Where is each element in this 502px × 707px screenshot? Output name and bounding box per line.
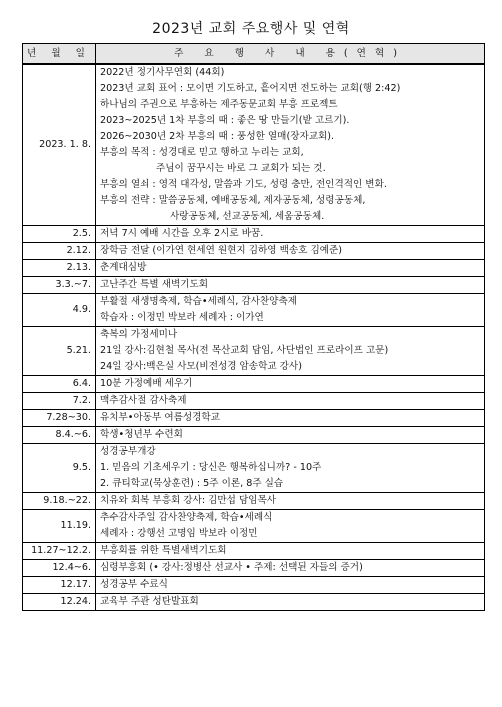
table-row [23, 560, 485, 577]
event-line: 2026~2030년 2차 부흥의 때 : 풍성한 열매(장자교회). [100, 131, 335, 142]
event-content [96, 444, 485, 493]
event-line: 저녁 7시 예배 시간을 오후 2시로 바꿈. [100, 228, 264, 239]
event-line: 장학금 전달 (이가연 현세연 원현지 김하영 백송호 김예준) [100, 245, 342, 256]
event-date: 9.18.~22. [23, 493, 96, 510]
event-line: 맥추감사절 감사축제 [100, 395, 187, 406]
event-line: 사랑공동체, 선교공동체, 세움공동체. [170, 211, 325, 222]
event-date: 2.12. [23, 243, 96, 260]
event-line: 교육부 주관 성탄발표회 [100, 596, 199, 607]
event-content [96, 543, 485, 560]
table-row [23, 577, 485, 594]
event-line: 하나님의 주권으로 부흥하는 제주동문교회 부흥 프로젝트 [100, 99, 338, 110]
event-line: 2. 큐티학교(묵상훈련) : 5주 이론, 8주 실습 [100, 478, 284, 489]
event-date: 12.4~6. [23, 560, 96, 577]
table-row [23, 493, 485, 510]
table-row [23, 510, 485, 543]
page-title: 2023년 교회 주요행사 및 연혁 [152, 21, 350, 37]
event-line: 2023~2025년 1차 부흥의 때 : 좋은 땅 만들기(밭 고르기). [100, 115, 350, 126]
event-date: 7.28~30. [23, 410, 96, 427]
event-line: 부흥의 열쇠 : 영적 대각성, 말씀과 기도, 성령 충만, 전인격적인 변화. [100, 179, 387, 190]
event-date: 8.4.~6. [23, 427, 96, 444]
event-line: 학생•청년부 수련회 [100, 429, 183, 440]
event-line: 부활절 새생명축제, 학습•세례식, 감사찬양축제 [100, 296, 297, 307]
table-row [23, 393, 485, 410]
event-line: 성경공부 수료식 [100, 579, 168, 590]
event-line: 1. 믿음의 기초세우기 : 당신은 행복하십니까? - 10주 [100, 462, 322, 473]
content-column-header: 주 요 행 사 내 용(연혁) [96, 44, 485, 65]
event-content [96, 294, 485, 327]
table-row [23, 277, 485, 294]
event-line: 고난주간 특별 새벽기도회 [100, 279, 209, 290]
event-date: 4.9. [23, 294, 96, 327]
event-content [96, 243, 485, 260]
event-content [96, 410, 485, 427]
table-row [23, 64, 485, 226]
event-line: 춘계대심방 [100, 262, 147, 273]
table-row [23, 427, 485, 444]
event-line: 2022년 정기사무연회 (44회) [100, 67, 225, 78]
table-header-row [23, 44, 485, 65]
event-line: 부흥의 전략 : 말씀공동체, 예배공동체, 제자공동체, 성령공동체, [100, 195, 366, 206]
event-line: 추수감사주일 감사찬양축제, 학습•세례식 [100, 512, 273, 523]
table-row [23, 226, 485, 243]
event-line: 10분 가정예배 세우기 [100, 378, 193, 389]
table-row [23, 543, 485, 560]
event-content [96, 560, 485, 577]
event-date: 7.2. [23, 393, 96, 410]
table-row [23, 444, 485, 493]
table-row [23, 243, 485, 260]
event-line: 주님이 꿈꾸시는 바로 그 교회가 되는 것. [156, 163, 326, 174]
event-content [96, 427, 485, 444]
date-column-header: 년 월 일 [23, 44, 96, 65]
event-line: 유치부•아동부 여름성경학교 [100, 412, 220, 423]
event-line: 24일 강사:백은실 사모(비전성경 암송학교 강사) [100, 361, 302, 372]
table-row [23, 294, 485, 327]
event-content [96, 376, 485, 393]
event-date: 11.27~12.2. [23, 543, 96, 560]
event-line: 축복의 가정세미나 [100, 329, 178, 340]
event-line: 2023년 교회 표어 : 모이면 기도하고, 흩어지면 전도하는 교회(행 2:42) [100, 83, 401, 94]
event-content [96, 226, 485, 243]
events-table [22, 43, 485, 611]
event-content [96, 393, 485, 410]
event-date: 11.19. [23, 510, 96, 543]
table-row [23, 410, 485, 427]
event-content [96, 260, 485, 277]
event-line: 심령부흥회 (• 강사:정병산 선교사 • 주제: 선택된 자들의 증거) [100, 562, 363, 573]
event-line: 성경공부개강 [100, 446, 156, 457]
event-line: 세례자 : 강행선 고명임 박보라 이정민 [100, 528, 258, 539]
event-date: 6.4. [23, 376, 96, 393]
event-date: 9.5. [23, 444, 96, 493]
event-date: 5.21. [23, 327, 96, 376]
table-row [23, 594, 485, 611]
table-row [23, 260, 485, 277]
event-content [96, 277, 485, 294]
table-row [23, 376, 485, 393]
table-row [23, 327, 485, 376]
event-content [96, 510, 485, 543]
event-line: 학습자 : 이정민 박보라 세례자 : 이가연 [100, 312, 264, 323]
event-date: 12.17. [23, 577, 96, 594]
event-line: 21일 강사:김현철 목사(전 목산교회 담임, 사단법인 프로라이프 고문) [100, 345, 389, 356]
event-content [96, 594, 485, 611]
event-date: 2.13. [23, 260, 96, 277]
event-line: 치유와 회복 부흥회 강사: 김만섭 담임목사 [100, 495, 277, 506]
event-date: 12.24. [23, 594, 96, 611]
event-date: 2023. 1. 8. [23, 64, 96, 226]
event-date: 2.5. [23, 226, 96, 243]
event-date: 3.3.~7. [23, 277, 96, 294]
event-content [96, 493, 485, 510]
event-line: 부흥회를 위한 특별새벽기도회 [100, 545, 227, 556]
event-content [96, 327, 485, 376]
event-line: 부흥의 목적 : 성경대로 믿고 행하고 누리는 교회, [100, 147, 304, 158]
event-content [96, 577, 485, 594]
event-content [96, 64, 485, 226]
